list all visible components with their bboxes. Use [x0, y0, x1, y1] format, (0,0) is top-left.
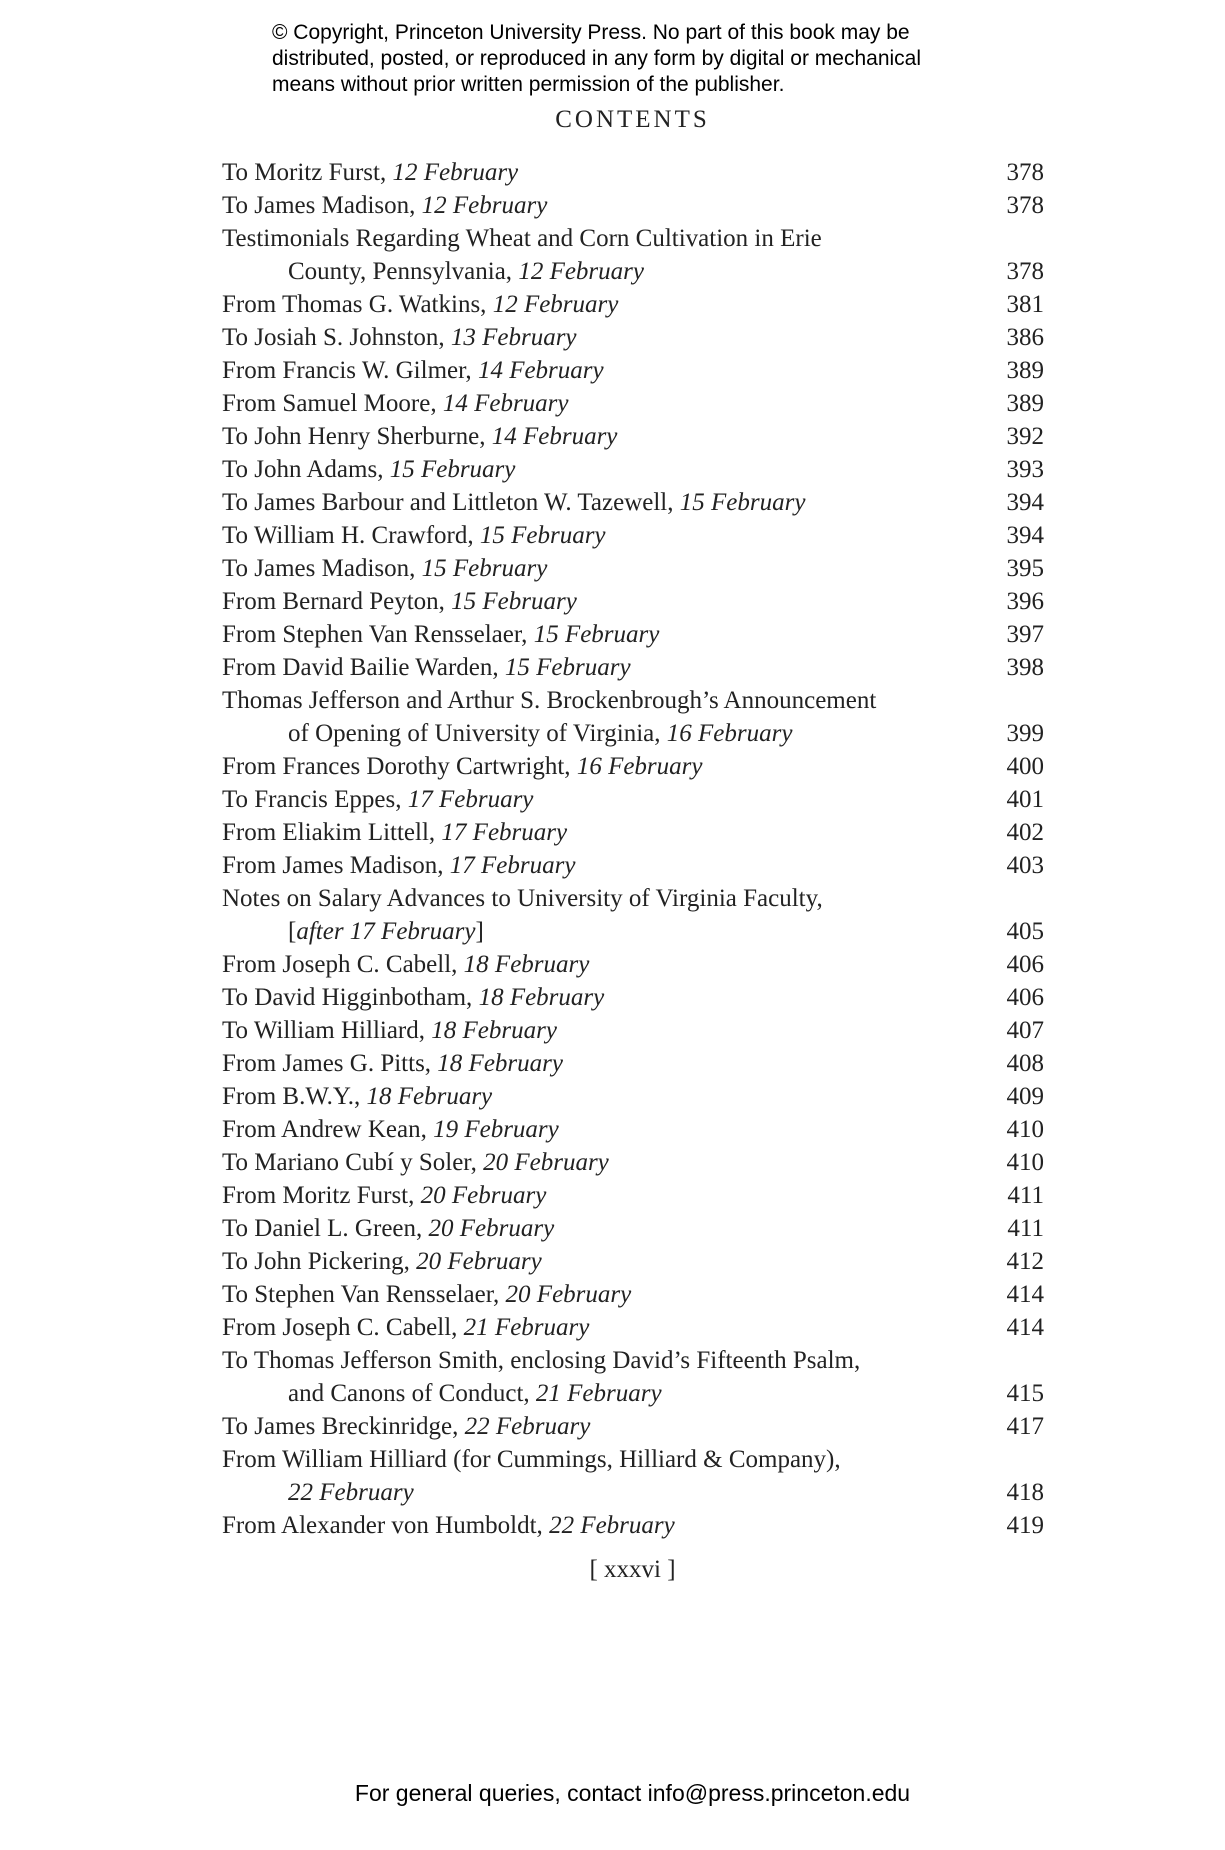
toc-entry-date: 20 February	[428, 1215, 555, 1242]
copyright-notice	[272, 20, 992, 98]
toc-entry-date: 15 February	[479, 522, 606, 549]
toc-entry-page: 417	[1006, 1413, 1044, 1440]
toc-entry-title: To John Henry Sherburne,	[222, 423, 492, 450]
toc-entry	[222, 453, 1044, 486]
toc-entry-line	[222, 948, 1044, 981]
toc-entry	[222, 420, 1044, 453]
toc-entry-line	[222, 420, 1044, 453]
toc-entry	[222, 651, 1044, 684]
toc-entry-line	[222, 222, 1044, 255]
toc-entry-date: 20 February	[420, 1182, 547, 1209]
toc-entry-page: 410	[1006, 1116, 1044, 1143]
toc-entry-page: 378	[1006, 258, 1044, 285]
toc-entry-page: 418	[1006, 1479, 1044, 1506]
toc-entry-title: Notes on Salary Advances to University of Virginia Faculty,	[222, 885, 823, 912]
toc-entry-title: From Joseph C. Cabell,	[222, 951, 464, 978]
toc-entry-date: 21 February	[463, 1314, 590, 1341]
toc-entry-date: 18 February	[437, 1050, 563, 1077]
toc-entry-line	[222, 651, 1044, 684]
toc-entry-line	[222, 552, 1044, 585]
toc-entry-title: From Joseph C. Cabell,	[222, 1314, 464, 1341]
toc-entry-page: 409	[1006, 1083, 1044, 1110]
toc-entry-date: 20 February	[483, 1149, 609, 1176]
page-number: [ xxxvi ]	[589, 1556, 676, 1583]
toc-entry	[222, 519, 1044, 552]
toc-entry-page: 378	[1006, 192, 1044, 219]
toc-entry-title: To Mariano Cubí y Soler,	[222, 1149, 484, 1176]
toc-entry-title: To James Barbour and Littleton W. Tazewell,	[222, 489, 680, 516]
toc-entry-date: 12 February	[421, 192, 548, 219]
toc-entry	[222, 1014, 1044, 1047]
toc-entry-date: 21 February	[535, 1380, 662, 1407]
toc-entry-line	[222, 684, 1044, 717]
copyright-line: distributed, posted, or reproduced in any form by digital or mechanical	[272, 47, 922, 70]
toc-entry	[222, 222, 1044, 288]
toc-entry-date: 19 February	[433, 1116, 559, 1143]
toc-entry-date: 18 February	[366, 1083, 493, 1110]
toc-entry-date: 14 February	[491, 423, 618, 450]
toc-entry-line	[222, 915, 1044, 948]
toc-entry-page: 392	[1006, 423, 1044, 450]
toc-entry	[222, 1113, 1044, 1146]
toc-entry	[222, 1080, 1044, 1113]
toc-entry-title: To William H. Crawford,	[222, 522, 480, 549]
toc-entry-line	[222, 354, 1044, 387]
toc-entry-page: 406	[1006, 984, 1044, 1011]
toc-entry-date: 12 February	[492, 291, 619, 318]
toc-entry-page: 411	[1007, 1182, 1044, 1209]
toc-entry	[222, 1410, 1044, 1443]
toc-entry-page: 402	[1006, 819, 1044, 846]
toc-entry	[222, 1344, 1044, 1410]
toc-entry-line	[222, 453, 1044, 486]
toc-entry-date: after 17 February	[296, 918, 476, 945]
toc-entry-title: From David Bailie Warden,	[222, 654, 505, 681]
toc-entry-title: From B.W.Y.,	[222, 1083, 367, 1110]
footer-contact: For general queries, contact info@press.princeton.edu	[354, 1780, 911, 1806]
toc-entry-page: 401	[1006, 786, 1044, 813]
toc-entry-line	[222, 1212, 1044, 1245]
toc-entry-line	[222, 1443, 1044, 1476]
toc-entry	[222, 882, 1044, 948]
toc-entry-line	[222, 519, 1044, 552]
toc-entry-date: 17 February	[449, 852, 576, 879]
toc-entry-line	[222, 1179, 1044, 1212]
toc-entry-page: 394	[1006, 522, 1044, 549]
toc-entry-title: To James Madison,	[222, 192, 422, 219]
toc-entry-title: From Francis W. Gilmer,	[222, 357, 478, 384]
toc-entry-line	[222, 486, 1044, 519]
toc-entry-line	[222, 750, 1044, 783]
toc-entry-line	[222, 1245, 1044, 1278]
toc-entry-line	[222, 849, 1044, 882]
toc-entry-title: From James Madison,	[222, 852, 450, 879]
toc-entry-line	[222, 1014, 1044, 1047]
toc-entry-page: 400	[1006, 753, 1044, 780]
toc-entry-line	[222, 1080, 1044, 1113]
toc-entry-title: From Alexander von Humboldt,	[222, 1512, 550, 1539]
toc-entry-date: 17 February	[441, 819, 568, 846]
toc-entry-date: 22 February	[288, 1479, 414, 1506]
toc-entry	[222, 486, 1044, 519]
toc-entry-date: 22 February	[549, 1512, 675, 1539]
toc-entry-page: 407	[1006, 1017, 1044, 1044]
toc-entry-title: From Bernard Peyton,	[222, 588, 452, 615]
toc-entry-page: 414	[1006, 1281, 1044, 1308]
toc-entry-date: 20 February	[505, 1281, 632, 1308]
toc-entry-page: 411	[1007, 1215, 1044, 1242]
toc-entry-date: 14 February	[442, 390, 569, 417]
toc-entry-line	[222, 882, 1044, 915]
toc-entry-line	[222, 255, 1044, 288]
toc-entry-date: 18 February	[431, 1017, 557, 1044]
toc-entry-line	[222, 1278, 1044, 1311]
toc-entry-page: 405	[1006, 918, 1044, 945]
toc-entry	[222, 783, 1044, 816]
toc-entry-page: 396	[1006, 588, 1044, 615]
toc-entry-line	[222, 1509, 1044, 1542]
toc-entry	[222, 1311, 1044, 1344]
page-title: CONTENTS	[555, 106, 710, 133]
toc-entry-title: From Moritz Furst,	[222, 1182, 421, 1209]
toc-entry	[222, 552, 1044, 585]
toc-entry-date: 15 February	[679, 489, 806, 516]
toc-entry-title: Thomas Jefferson and Arthur S. Brockenbrough’s Announcement	[222, 687, 877, 714]
toc-entry-line	[222, 1377, 1044, 1410]
toc-entry	[222, 354, 1044, 387]
toc-entry-line	[222, 321, 1044, 354]
toc-entry-line	[222, 1047, 1044, 1080]
toc-entry	[222, 288, 1044, 321]
toc-entry-title: Testimonials Regarding Wheat and Corn Cultivation in Erie	[222, 225, 822, 252]
toc-entry-title: County, Pennsylvania,	[288, 258, 519, 285]
toc-entry-title: To Daniel L. Green,	[222, 1215, 429, 1242]
toc-entry-title: [	[288, 918, 297, 945]
toc-entry-page: 393	[1006, 456, 1044, 483]
toc-entry-date: 20 February	[416, 1248, 542, 1275]
toc-entry-page: 408	[1006, 1050, 1044, 1077]
toc-entry-title: To David Higginbotham,	[222, 984, 479, 1011]
copyright-line: means without prior written permission of the publisher.	[272, 73, 785, 96]
toc-entry-date: 15 February	[389, 456, 516, 483]
toc-entry-title: From Andrew Kean,	[222, 1116, 434, 1143]
toc-entry-line	[222, 288, 1044, 321]
toc-entry	[222, 387, 1044, 420]
toc-entry-line	[222, 783, 1044, 816]
toc-entry-line	[222, 1146, 1044, 1179]
toc-entry-page: 412	[1006, 1248, 1044, 1275]
toc-entry-title: From Samuel Moore,	[222, 390, 443, 417]
toc-entry-page: 381	[1006, 291, 1044, 318]
toc-entry	[222, 189, 1044, 222]
toc-entry-title: To Stephen Van Rensselaer,	[222, 1281, 506, 1308]
toc-entry-page: 389	[1006, 390, 1044, 417]
toc-entry-title: From James G. Pitts,	[222, 1050, 438, 1077]
toc-entry-line	[222, 1410, 1044, 1443]
toc-entry-title: To John Pickering,	[222, 1248, 417, 1275]
toc-entry-title: To Moritz Furst,	[222, 159, 393, 186]
toc-entry-line	[222, 387, 1044, 420]
toc-entry-title: To Francis Eppes,	[222, 786, 408, 813]
toc-entry-title: of Opening of University of Virginia,	[288, 720, 667, 747]
toc-entry-page: 395	[1006, 555, 1044, 582]
toc-entry	[222, 981, 1044, 1014]
toc-entry-date: 15 February	[421, 555, 548, 582]
toc-entry-date: 15 February	[504, 654, 631, 681]
toc-entry-page: 386	[1006, 324, 1044, 351]
toc-entry-title: From Thomas G. Watkins,	[222, 291, 493, 318]
toc-entry	[222, 156, 1044, 189]
toc-entry	[222, 849, 1044, 882]
toc-entry-line	[222, 981, 1044, 1014]
toc-entry	[222, 1047, 1044, 1080]
toc-entry-page: 410	[1006, 1149, 1044, 1176]
toc-entry-line	[222, 189, 1044, 222]
toc-entry-line	[222, 1311, 1044, 1344]
toc-entry	[222, 948, 1044, 981]
toc-entry-title: To Josiah S. Johnston,	[222, 324, 451, 351]
toc-entry-date: 12 February	[392, 159, 519, 186]
toc-entry-line	[222, 1344, 1044, 1377]
toc-entry	[222, 1212, 1044, 1245]
toc-entry-page: 398	[1006, 654, 1044, 681]
toc-entry-title: From Stephen Van Rensselaer,	[222, 621, 534, 648]
toc-entry	[222, 1509, 1044, 1542]
toc-entry-title: and Canons of Conduct,	[288, 1380, 536, 1407]
toc-entry-line	[222, 1113, 1044, 1146]
toc-entry	[222, 1245, 1044, 1278]
toc-entry-date: 18 February	[463, 951, 590, 978]
toc-entry	[222, 684, 1044, 750]
toc-entry-page: 394	[1006, 489, 1044, 516]
toc-entry-date: 12 February	[518, 258, 644, 285]
toc-entry	[222, 1146, 1044, 1179]
copyright-line: © Copyright, Princeton University Press. No part of this book may be	[272, 21, 910, 44]
toc-entry-line	[222, 1476, 1044, 1509]
toc-entry-page: 414	[1006, 1314, 1044, 1341]
table-of-contents	[222, 156, 1044, 1542]
toc-entry	[222, 1179, 1044, 1212]
toc-entry	[222, 1443, 1044, 1509]
toc-entry-line	[222, 585, 1044, 618]
toc-entry-page: 389	[1006, 357, 1044, 384]
toc-entry-title: To James Breckinridge,	[222, 1413, 465, 1440]
toc-entry-date: 15 February	[533, 621, 660, 648]
toc-entry	[222, 816, 1044, 849]
toc-entry-page: 419	[1006, 1512, 1044, 1539]
toc-entry-title: ]	[475, 918, 484, 945]
toc-entry-title: To James Madison,	[222, 555, 422, 582]
toc-entry-date: 16 February	[666, 720, 793, 747]
toc-entry-line	[222, 618, 1044, 651]
toc-entry-title: From Eliakim Littell,	[222, 819, 442, 846]
toc-entry-page: 399	[1006, 720, 1044, 747]
toc-entry-line	[222, 156, 1044, 189]
toc-entry-page: 397	[1006, 621, 1044, 648]
toc-entry-page: 415	[1006, 1380, 1044, 1407]
toc-entry	[222, 585, 1044, 618]
toc-entry-line	[222, 816, 1044, 849]
toc-entry-date: 18 February	[478, 984, 605, 1011]
toc-entry-title: To Thomas Jefferson Smith, enclosing David’s Fifteenth Psalm,	[222, 1347, 861, 1374]
toc-entry	[222, 750, 1044, 783]
toc-entry-date: 22 February	[464, 1413, 591, 1440]
toc-entry-title: To William Hilliard,	[222, 1017, 432, 1044]
toc-entry-page: 403	[1006, 852, 1044, 879]
toc-entry	[222, 1278, 1044, 1311]
toc-entry-title: From Frances Dorothy Cartwright,	[222, 753, 577, 780]
toc-entry	[222, 618, 1044, 651]
toc-entry-date: 15 February	[451, 588, 577, 615]
toc-entry-title: To John Adams,	[222, 456, 390, 483]
toc-entry-date: 16 February	[576, 753, 703, 780]
toc-entry	[222, 321, 1044, 354]
toc-entry-line	[222, 717, 1044, 750]
toc-entry-title: From William Hilliard (for Cummings, Hilliard & Company),	[222, 1446, 841, 1473]
toc-entry-page: 378	[1006, 159, 1044, 186]
toc-entry-date: 13 February	[450, 324, 577, 351]
toc-entry-page: 406	[1006, 951, 1044, 978]
toc-entry-date: 14 February	[477, 357, 604, 384]
toc-entry-date: 17 February	[407, 786, 534, 813]
